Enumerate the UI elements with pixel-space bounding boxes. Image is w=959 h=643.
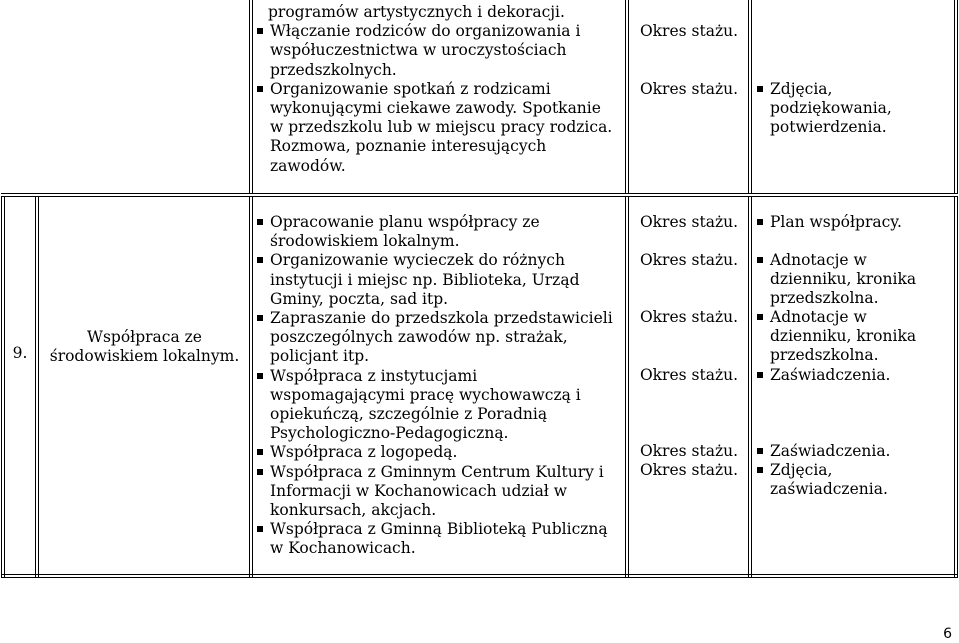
- evidence-item: Zaświadczenia.: [754, 442, 924, 461]
- page-number: 6: [943, 626, 952, 642]
- task-cell: Współpraca ze środowiskiem lokalnym.: [49, 328, 240, 366]
- term-text: Okres stażu.: [639, 442, 739, 460]
- evidence-item: Zaświadczenia.: [754, 366, 924, 385]
- row9-activities-cell: [254, 213, 616, 559]
- activity-item: Współpraca z Gminną Biblioteką Publiczną w Kochanowicach.: [254, 520, 616, 558]
- top-terms-cell: [630, 22, 748, 99]
- activity-item: Współpraca z Gminnym Centrum Kultury i Informacji w Kochanowicach udział w konkursach, akcjach.: [254, 463, 616, 521]
- evidence-item: Zdjęcia, zaświadczenia.: [754, 461, 924, 499]
- term-text: Okres stażu.: [639, 213, 739, 231]
- row-number: 9.: [12, 344, 28, 362]
- term-text: Okres stażu.: [639, 80, 739, 99]
- term-text: Okres stażu.: [639, 22, 739, 40]
- activity-item: Organizowanie spotkań z rodzicami wykonującymi ciekawe zawody. Spotkanie w przedszkolu lub w miejscu pracy rodzica. Rozmowa, poznanie interesujących zawodów.: [254, 80, 614, 176]
- term-text: Okres stażu.: [639, 461, 739, 479]
- activity-item: Opracowanie planu współpracy ze środowiskiem lokalnym.: [254, 213, 616, 251]
- term-text: Okres stażu.: [639, 366, 739, 384]
- activity-item: Współpraca z logopedą.: [254, 443, 616, 462]
- top-evidence-cell: [754, 80, 924, 138]
- evidence-item: Plan współpracy.: [754, 213, 924, 232]
- term-text: Okres stażu.: [639, 308, 739, 326]
- term-text: Okres stażu.: [639, 251, 739, 269]
- activity-item: Włączanie rodziców do organizowania i współuczestnictwa w uroczystościach przedszkolnych.: [254, 22, 614, 80]
- evidence-item: Adnotacje w dzienniku, kronika przedszkolna.: [754, 308, 924, 366]
- activity-item: Organizowanie wycieczek do różnych instytucji i miejsc np. Biblioteka, Urząd Gminy, poczta, sad itp.: [254, 251, 616, 309]
- activity-item: Zapraszanie do przedszkola przedstawicieli poszczególnych zawodów np. strażak, policjant itp.: [254, 309, 616, 367]
- evidence-item: Adnotacje w dzienniku, kronika przedszkolna.: [754, 251, 924, 309]
- top-activities-cell: [254, 3, 614, 176]
- evidence-item: Zdjęcia, podziękowania, potwierdzenia.: [754, 80, 924, 138]
- activity-item: Współpraca z instytucjami wspomagającymi pracę wychowawczą i opiekuńczą, szczególnie z Poradnią Psychologiczno-Pedagogiczną.: [254, 367, 616, 444]
- activity-text: programów artystycznych i dekoracji.: [268, 3, 565, 21]
